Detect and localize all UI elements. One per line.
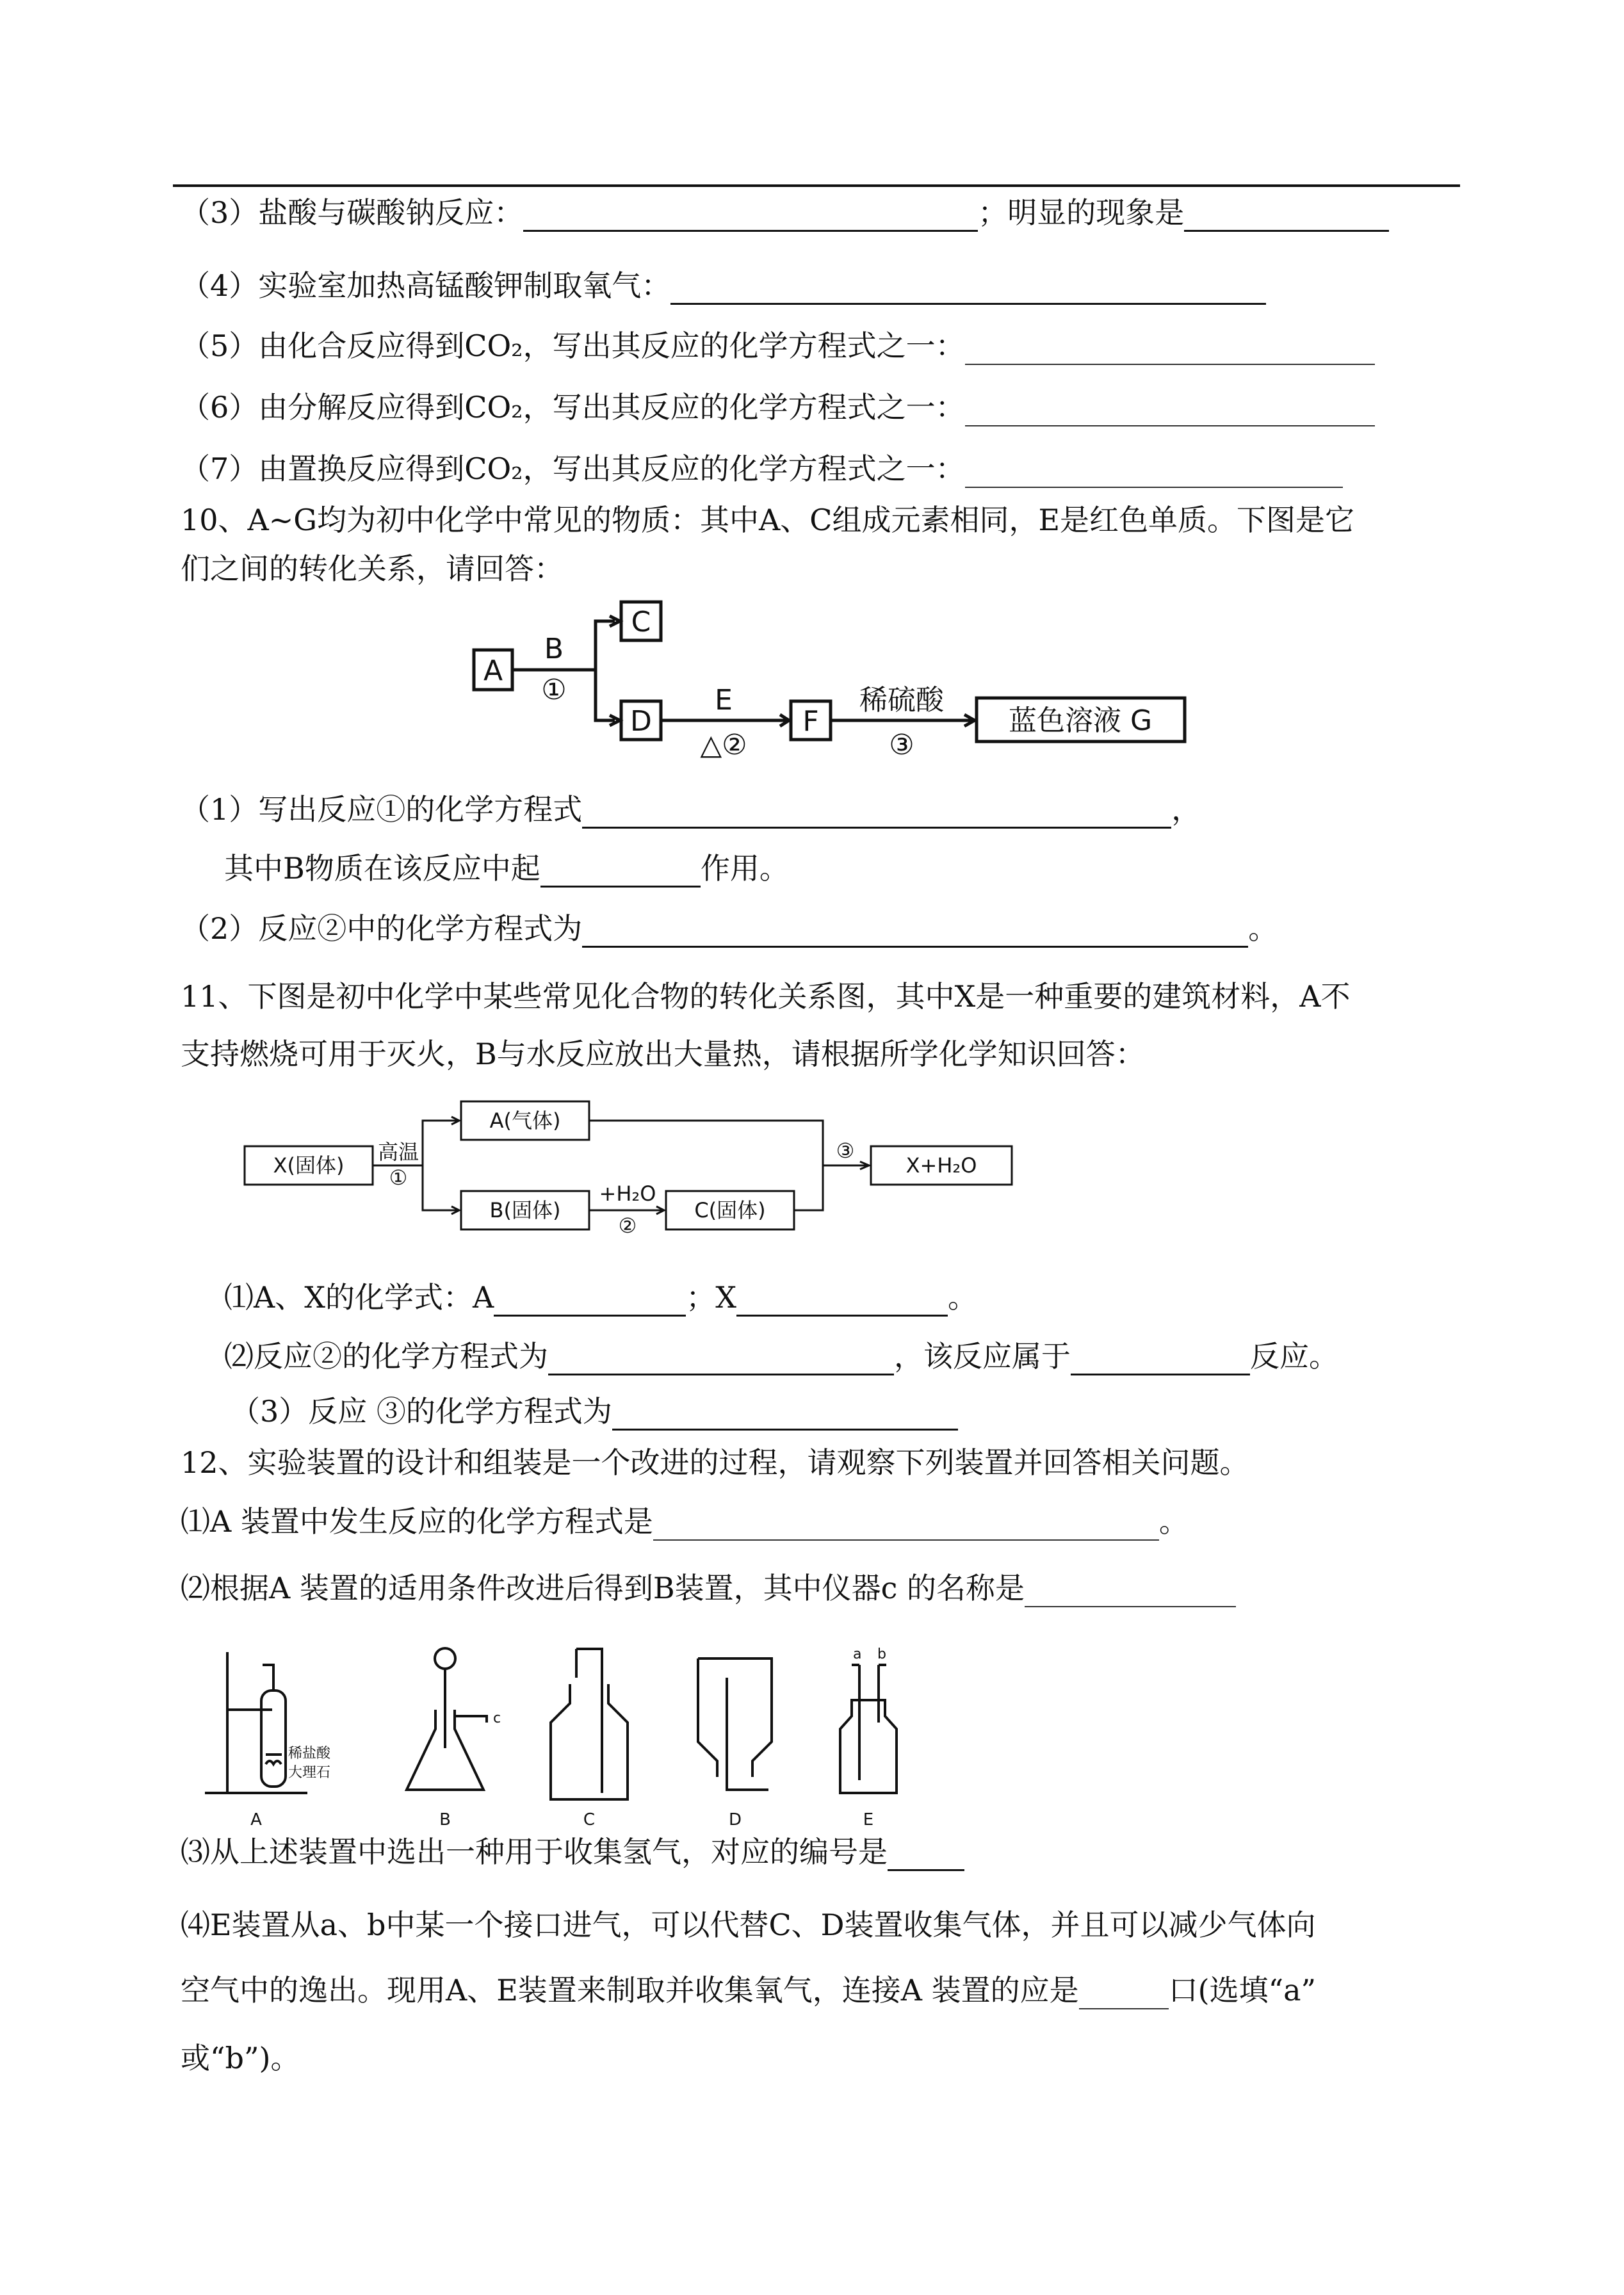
q9-line-4: （4）实验室加热高锰酸钾制取氧气：: [181, 266, 1266, 305]
label-A: A: [483, 654, 503, 687]
label-r1: ①: [541, 674, 567, 706]
label-r3: ③: [836, 1139, 855, 1163]
q10-sub-1a: （1）写出反应①的化学方程式 ，: [181, 790, 1201, 829]
q11-sub-3: （3）反应 ③的化学方程式为: [231, 1392, 958, 1431]
label-G: 蓝色溶液 G: [1008, 704, 1153, 737]
arrow-heads: [451, 1117, 459, 1214]
apparatus-D: [698, 1658, 772, 1790]
answer-blank[interactable]: [1079, 1976, 1169, 2009]
q12-sub-4b: 空气中的逸出。现用A、E装置来制取并收集氧气，连接A 装置的应是 口(选填“a”: [181, 1971, 1316, 2009]
answer-blank[interactable]: [736, 1283, 948, 1317]
label-B: B(固体): [489, 1198, 561, 1222]
q11-sub-1: ⑴A、X的化学式：A ；X 。: [224, 1278, 977, 1317]
answer-blank[interactable]: [888, 1837, 964, 1871]
q12-sub-3: ⑶从上述装置中选出一种用于收集氢气，对应的编号是: [181, 1833, 964, 1871]
q12-sub-1: ⑴A 装置中发生反应的化学方程式是 。: [181, 1502, 1189, 1541]
label-r2: △②: [700, 729, 747, 761]
q9-line-6: （6）由分解反应得到CO₂，写出其反应的化学方程式之一：: [181, 388, 1375, 426]
label-a: a: [853, 1646, 862, 1662]
label-D: D: [630, 705, 652, 738]
label-B: B: [439, 1810, 451, 1829]
label-heat: 高温: [377, 1140, 419, 1164]
q10-stem-2: 们之间的转化关系，请回答：: [181, 551, 564, 586]
apparatus-E: [840, 1665, 897, 1793]
q9-line-5: （5）由化合反应得到CO₂，写出其反应的化学方程式之一：: [181, 327, 1375, 365]
q10-sub-1b: 其中B物质在该反应中起 作用。: [224, 849, 789, 888]
apparatus-B: [407, 1648, 487, 1790]
label-C: C: [631, 606, 651, 638]
q11-stem-1: 11、下图是初中化学中某些常见化合物的转化关系图，其中X是一种重要的建筑材料，A不: [181, 979, 1351, 1014]
q10-stem-1: 10、A~G均为初中化学中常见的物质：其中A、C组成元素相同，E是红色单质。下图是它: [181, 503, 1355, 537]
answer-blank[interactable]: [523, 198, 978, 232]
q9-line-3: （3）盐酸与碳酸钠反应： ；明显的现象是: [181, 193, 1389, 232]
label-acid: 稀盐酸: [288, 1746, 331, 1762]
label-b: b: [877, 1646, 886, 1662]
label-E: E: [863, 1810, 874, 1829]
top-rule: [173, 184, 1460, 187]
label-B: B: [544, 633, 564, 665]
answer-blank[interactable]: [582, 795, 1171, 829]
answer-blank[interactable]: [965, 332, 1375, 365]
q12-stem: 12、实验装置的设计和组装是一个改进的过程，请观察下列装置并回答相关问题。: [181, 1445, 1249, 1480]
answer-blank[interactable]: [670, 271, 1266, 305]
label-A: A: [250, 1810, 262, 1829]
q11-flow-diagram: [237, 1089, 1031, 1255]
label-X: X(固体): [273, 1153, 345, 1178]
answer-blank[interactable]: [965, 393, 1375, 426]
label-acid: 稀硫酸: [859, 684, 944, 717]
label-C: C(固体): [694, 1198, 766, 1222]
q11-sub-2: ⑵反应②的化学方程式为 ，该反应属于 反应。: [224, 1337, 1338, 1375]
label-marble: 大理石: [288, 1765, 331, 1781]
q11-stem-2: 支持燃烧可用于灭火，B与水反应放出大量热，请根据所学化学知识回答：: [181, 1037, 1145, 1071]
label-E: E: [715, 684, 733, 717]
answer-blank[interactable]: [548, 1342, 894, 1375]
q12-sub-2: ⑵根据A 装置的适用条件改进后得到B装置，其中仪器c 的名称是: [181, 1569, 1236, 1607]
answer-blank[interactable]: [965, 455, 1343, 488]
q9-line-7: （7）由置换反应得到CO₂，写出其反应的化学方程式之一：: [181, 450, 1343, 488]
label-A: A(气体): [489, 1108, 561, 1133]
q12-apparatus-figure: [192, 1639, 961, 1831]
label-water: +H₂O: [599, 1181, 656, 1206]
label-F: F: [802, 705, 819, 738]
answer-blank[interactable]: [612, 1397, 958, 1431]
arrow-heads: [610, 616, 620, 726]
answer-blank[interactable]: [1184, 198, 1389, 232]
q12-sub-4c: 或“b”)。: [181, 2041, 300, 2075]
q10-sub-2: （2）反应②中的化学方程式为 。: [181, 909, 1278, 948]
label-c: c: [493, 1710, 501, 1726]
apparatus-C: [551, 1649, 628, 1799]
label-r1: ①: [389, 1165, 408, 1190]
answer-blank[interactable]: [494, 1283, 686, 1317]
label-C: C: [583, 1810, 596, 1829]
answer-blank[interactable]: [1025, 1574, 1236, 1607]
answer-blank[interactable]: [1071, 1342, 1250, 1375]
answer-blank[interactable]: [540, 854, 701, 888]
label-D: D: [728, 1810, 742, 1829]
answer-blank[interactable]: [582, 914, 1248, 948]
q12-sub-4a: ⑷E装置从a、b中某一个接口进气，可以代替C、D装置收集气体，并且可以减少气体向: [181, 1908, 1316, 1942]
q10-flow-diagram: [461, 589, 1210, 762]
split-connector: [373, 1121, 458, 1210]
label-product: X+H₂O: [905, 1153, 977, 1178]
answer-blank[interactable]: [653, 1507, 1159, 1541]
label-r3: ③: [889, 729, 914, 761]
label-r2: ②: [618, 1213, 637, 1238]
